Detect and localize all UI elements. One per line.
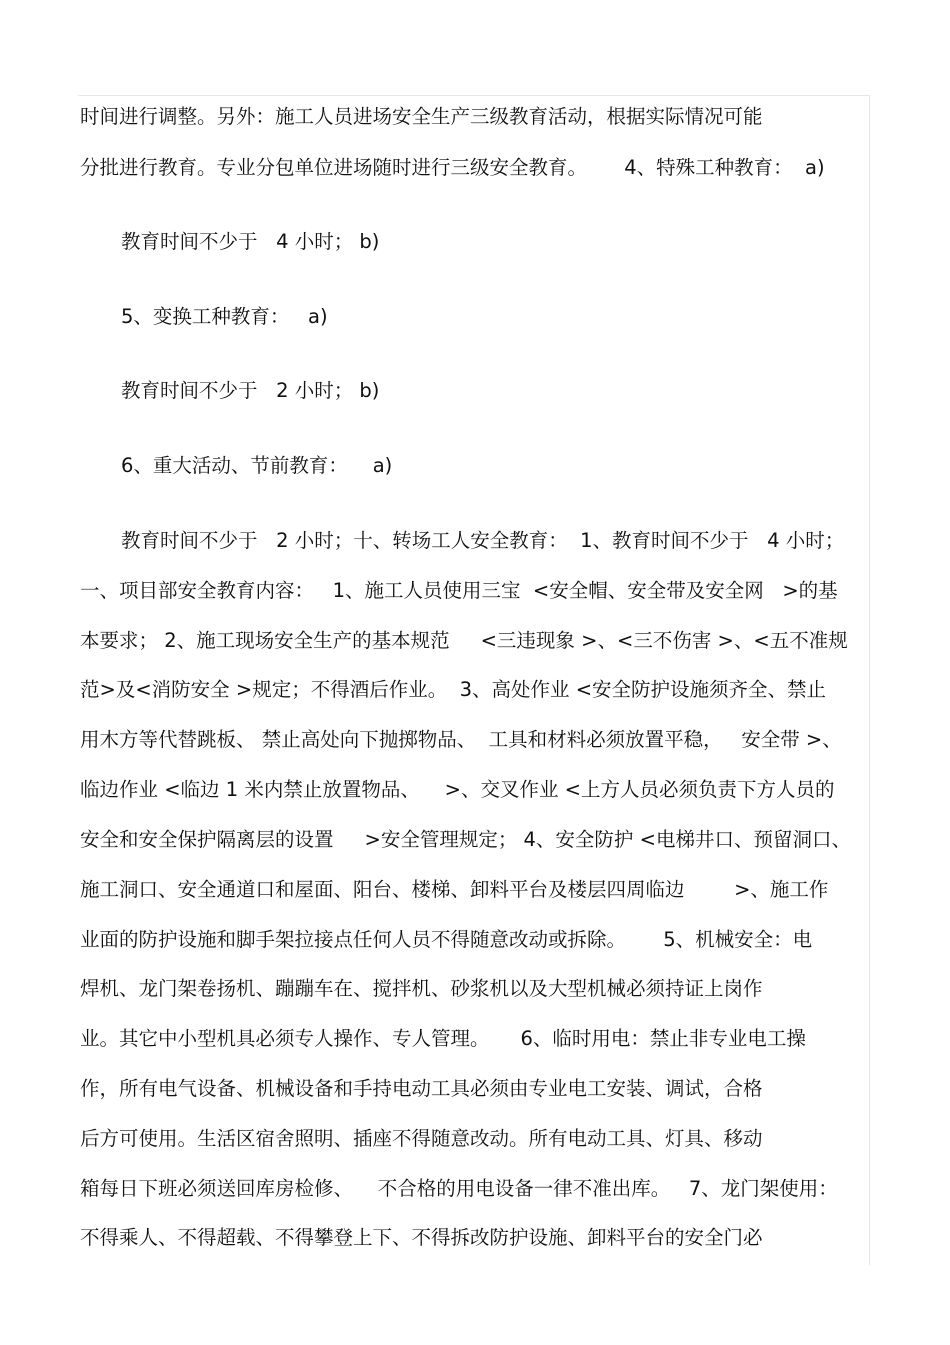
text-line: 本要求； 2、施工现场安全生产的基本规范 <三违现象 >、<三不伤害 >、<五不准规: [80, 629, 848, 652]
text-line: 后方可使用。生活区宿舍照明、插座不得随意改动。所有电动工具、灯具、移动: [80, 1127, 763, 1150]
text-line: 临边作业 <临边 1 米内禁止放置物品、 >、交叉作业 <上方人员必须负责下方人员的: [80, 778, 835, 801]
text-line: 焊机、龙门架卷扬机、蹦蹦车在、搅拌机、砂浆机以及大型机械必须持证上岗作: [80, 977, 763, 1000]
text-line: 安全和安全保护隔离层的设置 >安全管理规定； 4、安全防护 <电梯井口、预留洞口、: [80, 828, 851, 851]
text-line: 用木方等代替跳板、 禁止高处向下抛掷物品、 工具和材料必须放置平稳， 安全带 >、: [80, 728, 842, 751]
text-line: 分批进行教育。专业分包单位进场随时进行三级安全教育。 4、特殊工种教育： a): [80, 156, 825, 179]
page-border-right: [869, 95, 870, 1265]
text-line: 作，所有电气设备、机械设备和手持电动工具必须由专业电工安装、调试，合格: [80, 1077, 763, 1100]
text-line: 业面的防护设施和脚手架拉接点任何人员不得随意改动或拆除。 5、机械安全：电: [80, 928, 813, 951]
text-line: 6、重大活动、节前教育： a): [121, 454, 393, 477]
text-line: 教育时间不少于 2 小时； b): [121, 379, 380, 402]
text-line: 时间进行调整。另外：施工人员进场安全生产三级教育活动，根据实际情况可能: [80, 105, 763, 128]
text-line: 范>及<消防安全 >规定；不得酒后作业。 3、高处作业 <安全防护设施须齐全、禁止: [80, 678, 827, 701]
text-line: 教育时间不少于 2 小时；十、转场工人安全教育： 1、教育时间不少于 4 小时；: [121, 529, 845, 552]
page-border-top: [78, 95, 870, 96]
text-line: 不得乘人、不得超载、不得攀登上下、不得拆改防护设施、卸料平台的安全门必: [80, 1226, 763, 1249]
text-line: 业。其它中小型机具必须专人操作、专人管理。 6、临时用电：禁止非专业电工操: [80, 1027, 806, 1050]
text-line: 一、项目部安全教育内容： 1、施工人员使用三宝 <安全帽、安全带及安全网 >的基: [80, 579, 838, 602]
text-line: 施工洞口、安全通道口和屋面、阳台、楼梯、卸料平台及楼层四周临边 >、施工作: [80, 878, 829, 901]
text-line: 箱每日下班必须送回库房检修、 不合格的用电设备一律不准出库。 7、龙门架使用：: [80, 1177, 838, 1200]
text-line: 5、变换工种教育： a): [121, 305, 328, 328]
text-line: 教育时间不少于 4 小时； b): [121, 230, 380, 253]
